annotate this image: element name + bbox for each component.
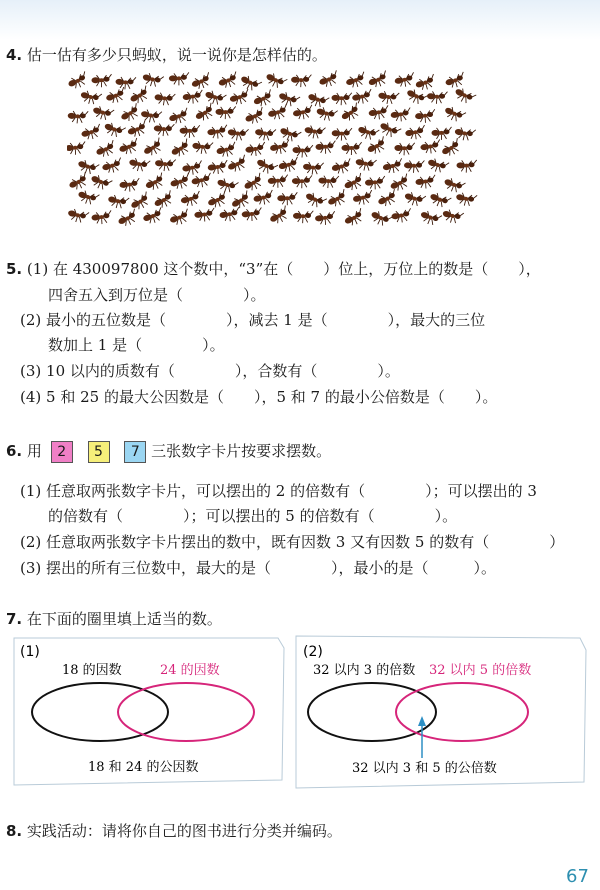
ant-icon [67,141,86,155]
ant-icon [341,142,361,155]
part-text-continued: 四舍五入到万位是（ ）。 [48,286,266,304]
ant-icon [367,71,390,90]
part-text: 任意取两张数字卡片摆出的数中，既有因数 3 又有因数 5 的数有（ ） [46,533,565,551]
ant-icon [394,142,415,156]
ant-icon [315,105,338,123]
ant-icon [292,175,312,188]
ant-icon [207,125,228,140]
ant-icon [180,191,202,208]
ant-icon [126,120,149,139]
ant-icon [245,142,266,157]
question-text: 三张数字卡片按要求摆数。 [151,442,332,460]
ant-icon [441,207,464,225]
part-label: (1) [20,482,42,500]
ant-icon [267,104,289,121]
digit-card-2: 2 [51,441,73,463]
ant-icon [105,87,128,105]
ant-icon [206,191,229,210]
ant-icon [191,139,213,155]
ant-icon [67,207,89,225]
ant-icon [91,210,112,224]
part-text-continued: 数加上 1 是（ ）。 [48,336,225,354]
ant-icon [79,88,102,106]
ant-icon [426,156,449,175]
ant-icon [277,192,297,205]
part-text: 在 430097800 这个数中，“3”在（ ）位上，万位上的数是（ ）， [52,260,541,278]
ant-icon [365,136,389,156]
ant-icon [440,138,464,159]
ant-icon [115,76,136,91]
ant-icon [269,139,291,155]
ant-icon [215,106,235,120]
ant-icon [318,174,339,189]
ant-icon [391,208,412,223]
ant-icon [293,210,314,224]
ant-icon [168,209,191,228]
ant-icon [169,72,189,85]
ant-icon [318,70,341,89]
ant-icon [388,174,412,194]
panel-label: (1) [20,644,40,660]
ant-icon [76,157,99,176]
question-5-part-2 [20,309,485,330]
ant-icon [219,207,240,222]
ant-icon [89,172,113,192]
ant-icon [129,192,153,213]
part-label: (1) [26,260,49,278]
question-text: 实践活动：请将你自己的图书进行分类并编码。 [26,822,342,840]
ant-icon [303,190,327,211]
ant-icon [342,173,366,193]
part-text: 最小的五位数是（ ），减去 1 是（ ），最大的三位 [46,311,486,329]
ant-icon [193,103,217,124]
ant-icon [326,189,350,209]
ant-icon [226,155,249,175]
ant-icon [419,208,442,228]
ant-icon [331,158,353,175]
intersection-label: 32 以内 3 和 5 的公倍数 [352,761,497,776]
part-label: (2) [20,311,42,329]
intersection-label: 18 和 24 的公因数 [88,760,199,775]
ant-icon [253,190,275,206]
question-number: 4. [6,46,23,64]
ant-icon [169,173,192,191]
ant-icon [268,206,292,227]
question-5-part-3 [20,360,400,381]
ant-icon [128,86,152,107]
ant-icon [306,90,329,110]
ant-icon [203,88,226,107]
ant-icon [368,105,389,120]
question-4 [6,44,327,65]
venn-panel-2 [296,636,586,788]
ant-icon [414,74,437,92]
question-number: 8. [6,822,23,840]
ant-icon [377,119,401,140]
ant-icon [128,156,151,173]
ant-icon [415,109,436,123]
question-text: 估一估有多少只蚂蚁，说一说你是怎样估的。 [26,46,327,64]
ant-icon [107,193,130,211]
ant-icon [92,74,112,87]
question-6-part-3 [20,557,496,578]
ant-icon [67,71,90,91]
ant-icon [101,158,123,175]
ant-icon [404,86,428,107]
ant-icon [354,156,376,173]
ant-icon [241,207,262,221]
ant-icon [315,141,335,154]
ant-icon [456,159,476,173]
ant-icon [119,178,140,192]
ant-icon [179,125,199,139]
ant-icon [116,209,140,229]
ant-icon [292,105,314,121]
ant-icon [142,138,166,159]
ant-icon [244,107,267,126]
ant-icon [142,207,165,225]
ant-icon [168,108,191,126]
ant-icon [264,70,288,91]
ant-icon [140,108,162,125]
question-5 [6,258,541,279]
ant-icon [278,124,301,144]
ant-icon [152,190,176,210]
ant-icon [339,103,363,124]
ant-icon [278,157,300,174]
ant-icon [227,126,249,142]
left-circle-label: 32 以内 3 的倍数 [313,663,416,678]
ant-icon [154,157,176,173]
ant-icon [292,144,313,158]
question-6-part-2 [20,531,564,552]
ant-icon [455,191,478,208]
question-text: 在下面的圈里填上适当的数。 [26,610,222,628]
ant-icon [428,190,451,210]
question-number: 6. [6,442,23,460]
ant-icon [91,104,114,123]
question-8 [6,820,342,841]
ant-icon [153,122,174,137]
ant-icon [376,189,400,209]
ant-icon [345,72,368,90]
ant-icon [356,123,379,142]
part-text: 5 和 25 的最大公因数是（ ），5 和 7 的最小公倍数是（ ）。 [46,388,498,406]
ant-icon [331,92,352,106]
question-number: 7. [6,610,23,628]
ant-swarm-illustration [67,70,487,230]
ant-icon [144,173,168,193]
ant-icon [191,173,213,189]
ant-icon [252,89,275,109]
ant-icon [442,104,466,124]
ant-icon [102,120,125,140]
ant-icon [404,159,425,173]
question-number: 5. [6,260,23,278]
ant-icon [382,158,404,174]
question-text: 用 [26,442,42,460]
ant-icon [67,172,91,192]
venn-panel-1 [14,638,284,785]
ant-icon [291,74,312,88]
part-label: (3) [20,559,42,577]
ant-icon [452,85,476,106]
ant-icon [194,208,215,222]
question-6 [6,440,331,463]
ant-icon [394,72,416,88]
ant-icon [182,161,203,176]
ant-icon [67,110,88,125]
ant-icon [207,160,228,175]
part-label: (4) [20,388,42,406]
part-label: (3) [20,362,42,380]
part-text: 任意取两张数字卡片，可以摆出的 2 的倍数有（ ）；可以摆出的 3 [46,482,537,500]
ant-icon [303,124,325,141]
ant-icon [442,175,465,195]
ant-icon [302,160,323,175]
ant-icon [268,175,288,188]
digit-card-7: 7 [124,441,146,463]
ant-icon [352,190,374,206]
ant-icon [315,211,336,225]
panel-label: (2) [303,644,323,660]
question-7 [6,608,222,629]
digit-card-5: 5 [88,441,110,463]
ant-icon [182,90,203,104]
ant-icon [403,190,426,209]
ant-icon [215,176,238,195]
left-circle-label: 18 的因数 [62,663,122,678]
ant-icon [420,139,441,154]
ant-icon [80,124,103,141]
ant-icon [254,156,278,177]
question-6-part-1 [20,480,537,501]
ant-icon [154,91,176,107]
right-circle-label: 32 以内 5 的倍数 [429,663,532,678]
part-text: 摆出的所有三位数中，最大的是（ ），最小的是（ ）。 [46,559,497,577]
ant-icon [242,173,266,194]
ant-icon [190,72,213,91]
ant-icon [426,90,447,105]
ant-icon [76,188,99,207]
ant-icon [390,108,411,123]
right-circle-label: 24 的因数 [160,663,220,678]
ant-icon [432,127,452,140]
ant-icon [277,89,300,109]
part-text: 10 以内的质数有（ ），合数有（ ）。 [46,362,400,380]
ant-icon [119,103,143,124]
ant-icon [254,126,276,143]
ant-icon [169,139,193,160]
part-text-continued: 的倍数有（ ）；可以摆出的 5 的倍数有（ ）。 [48,507,458,525]
ant-icon [331,127,352,141]
ant-icon [365,176,385,190]
ant-icon [377,89,399,106]
ant-icon [217,71,240,90]
part-label: (2) [20,533,42,551]
question-5-part-4 [20,386,497,407]
ant-icon [415,175,436,189]
venn-diagrams [0,630,600,795]
ant-icon [141,71,164,89]
ant-icon [351,89,373,105]
ant-icon [118,138,141,157]
ant-icon [444,72,467,90]
ant-icon [94,140,117,159]
page-number: 67 [566,866,589,887]
ant-icon [229,190,253,211]
ant-icon [405,125,426,140]
ant-icon [238,73,262,94]
ant-icon [215,142,237,159]
ant-icon [369,208,393,228]
ant-icon [229,89,252,106]
ant-icon [343,208,367,228]
